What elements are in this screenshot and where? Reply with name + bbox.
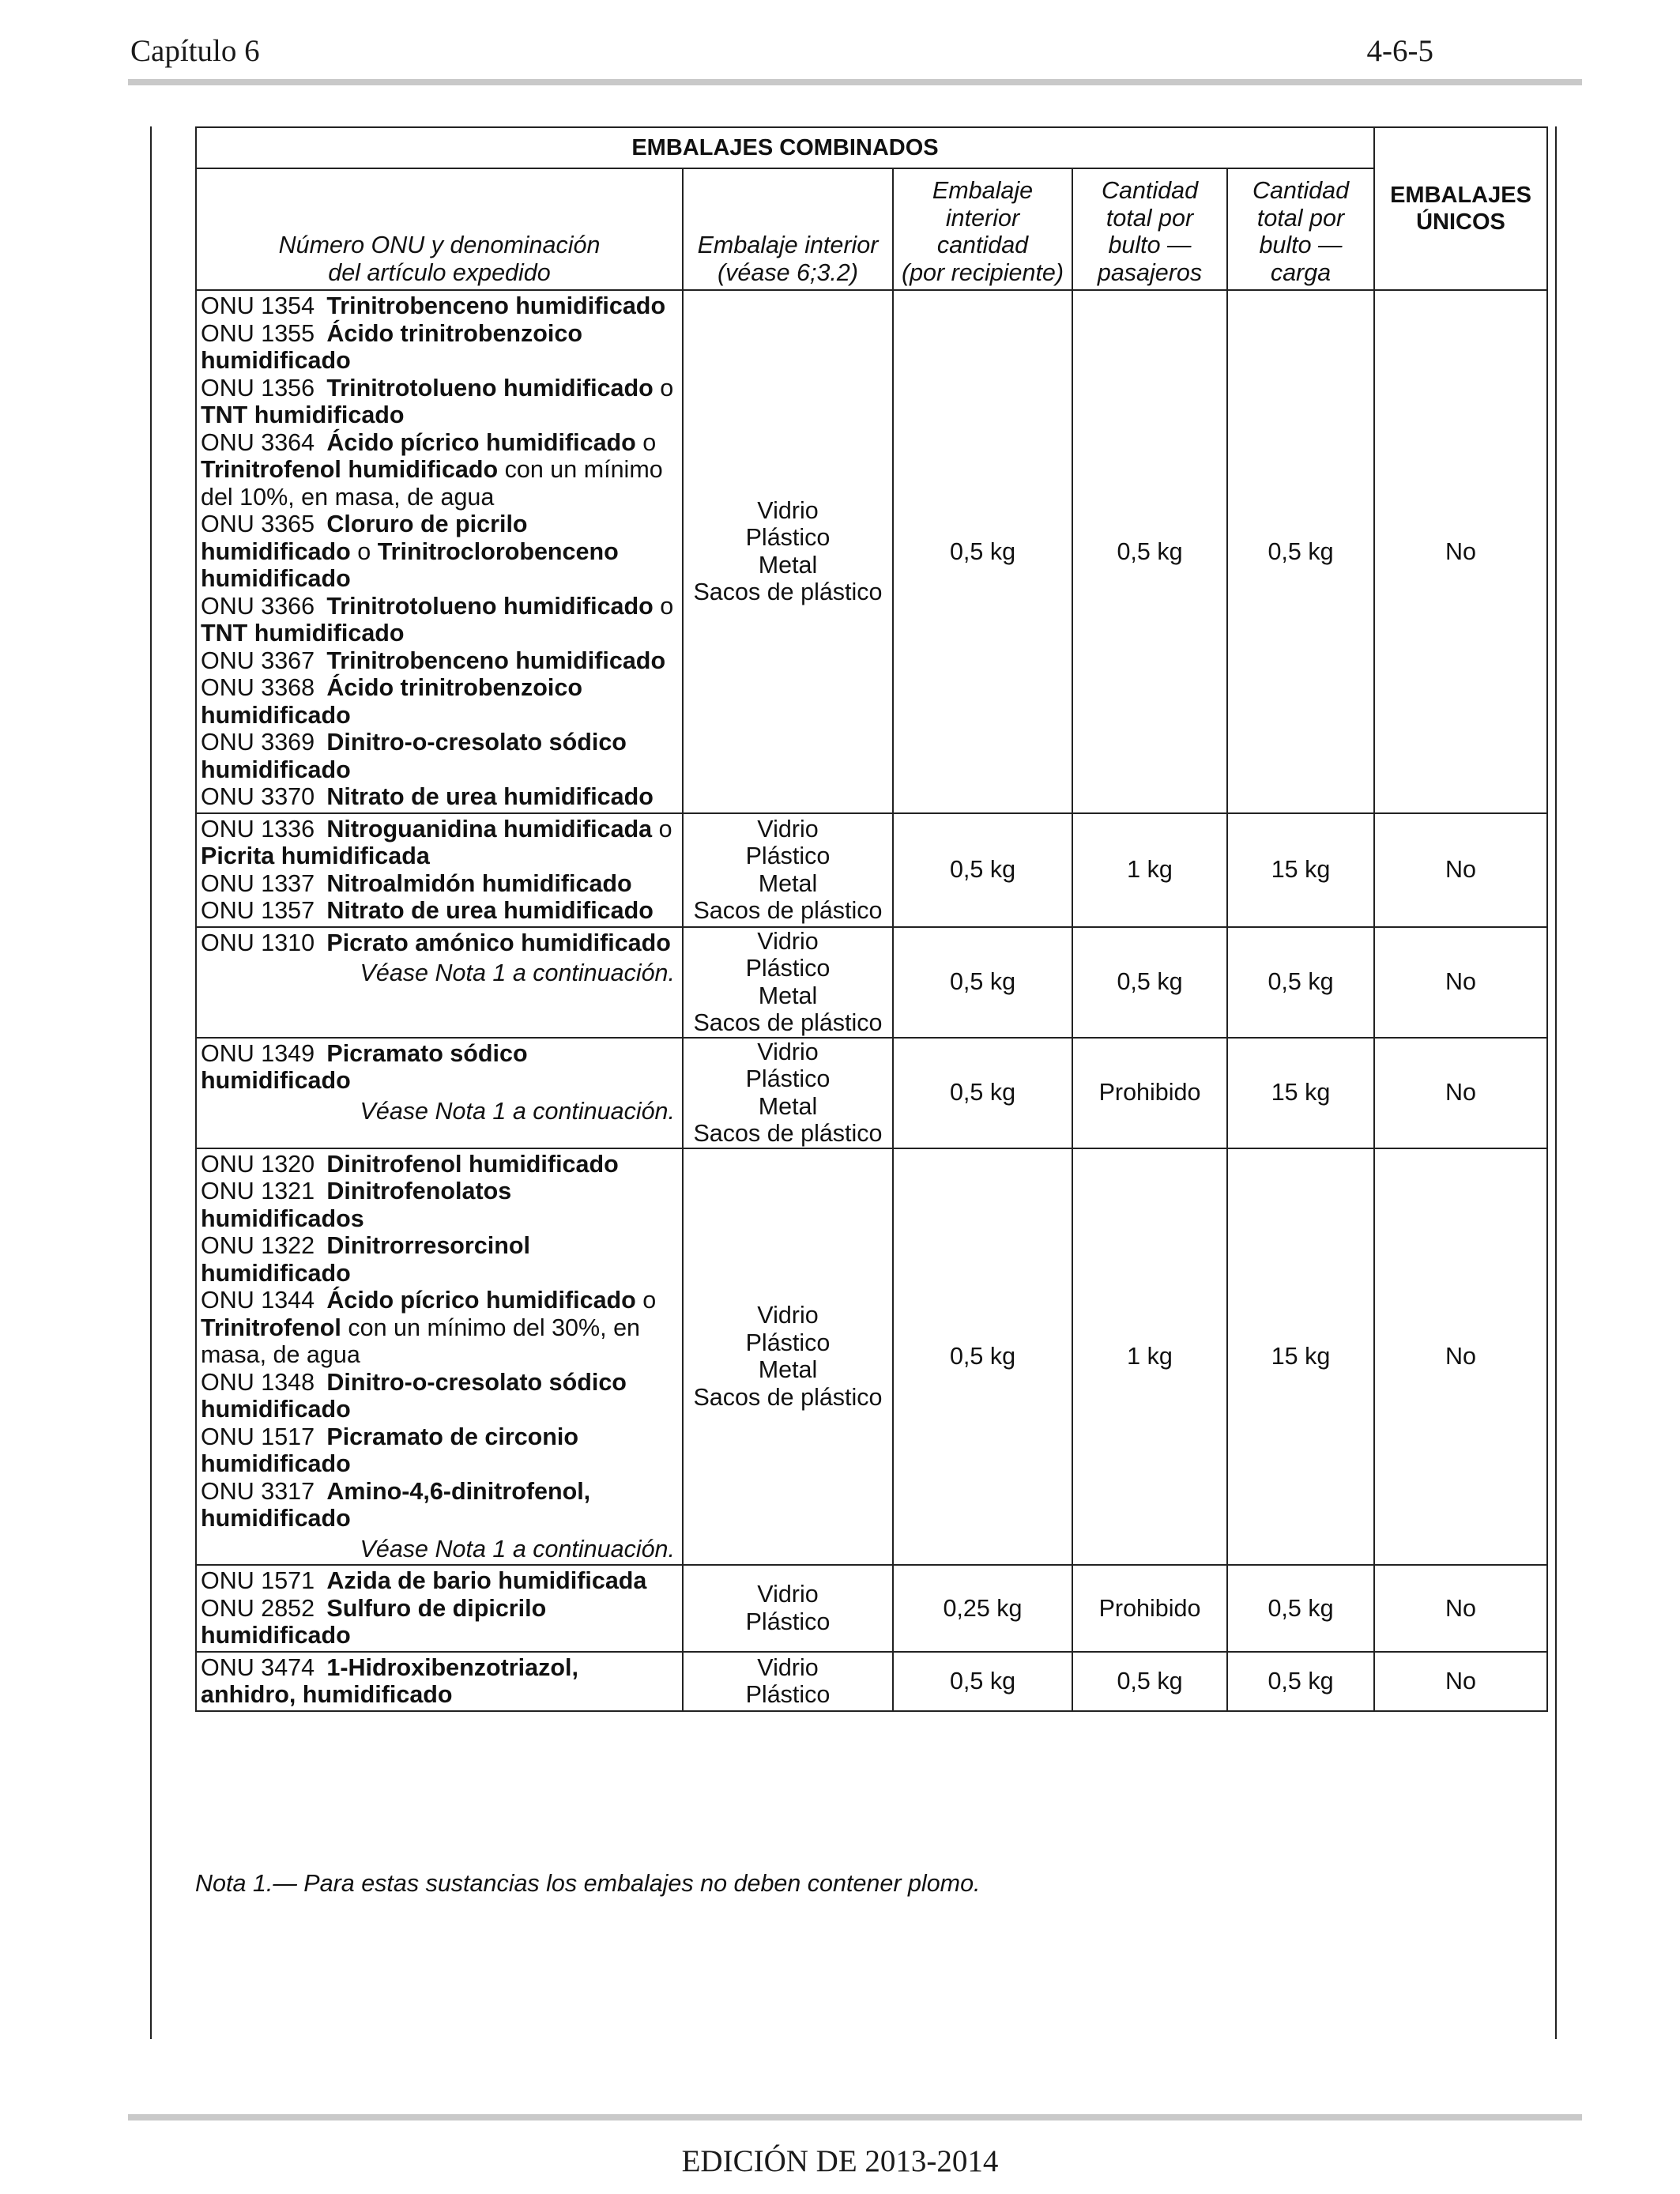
un-number: ONU 1336 [201,815,315,843]
packaging-material: Plástico [745,1065,831,1092]
packaging-material: Sacos de plástico [693,1120,883,1147]
passenger-quantity-cell: 1 kg [1072,1148,1227,1566]
substance-entry [201,929,678,957]
shipping-name: Trinitrobenceno humidificado [326,292,666,319]
shipping-name: Trinitroclorobenceno humidificado [201,537,619,592]
single-packaging-cell: No [1374,1565,1547,1652]
name-connector: o [652,815,672,843]
inner-packaging-cell [683,1652,893,1711]
shipping-name: Trinitrobenceno humidificado [326,647,666,674]
footer-rule [128,2114,1582,2120]
header-line: (véase 6;3.2) [717,258,858,286]
edition-footer: EDICIÓN DE 2013-2014 [681,2144,999,2178]
un-number: ONU 1349 [201,1039,315,1067]
packaging-material: Vidrio [757,1038,819,1065]
shipping-name: Nitroalmidón humidificado [326,869,632,897]
shipping-name: Dinitro-o-cresolato sódico humidificado [201,729,627,783]
substance-entry [201,1595,678,1649]
left-margin-line [150,126,152,2039]
substance-entry [201,897,678,925]
cargo-quantity-cell: 0,5 kg [1227,290,1374,813]
shipping-name: Picramato de circonio humidificado [201,1423,579,1477]
name-connector: o [635,1287,657,1314]
shipping-name: Trinitrofenol [201,1314,341,1341]
shipping-name: Azida de bario humidificada [326,1567,647,1594]
inner-quantity-cell: 0,5 kg [893,813,1072,927]
packaging-material: Vidrio [757,815,819,843]
note-reference: Véase Nota 1 a continuación. [360,1535,675,1563]
un-number: ONU 1310 [201,929,315,956]
substance-entry [201,429,678,511]
packaging-material: Vidrio [757,1581,819,1608]
name-connector: o [350,537,378,565]
single-packaging-cell: No [1374,813,1547,927]
inner-packaging-cell [683,290,893,813]
page-reference: 4-6-5 [1366,34,1433,68]
substance-entry [201,1178,678,1232]
packaging-material: Vidrio [757,927,819,955]
name-connector: o [653,374,674,401]
un-number: ONU 1321 [201,1178,315,1204]
table-row [196,813,1547,927]
column-header-substance [196,168,683,290]
un-number: ONU 1571 [201,1567,315,1594]
table-row [196,1565,1547,1652]
inner-quantity-cell: 0,25 kg [893,1565,1072,1652]
shipping-name: Dinitrofenol humidificado [326,1150,619,1178]
single-heading-line: EMBALAJES [1390,182,1531,208]
substance-cell [196,813,683,927]
un-number: ONU 1337 [201,869,315,897]
name-connector: o [653,592,674,620]
passenger-quantity-cell: Prohibido [1072,1565,1227,1652]
single-packaging-cell: No [1374,1038,1547,1148]
un-number: ONU 1354 [201,292,315,319]
packaging-material: Metal [758,1356,818,1384]
column-header-inner-packaging [683,168,893,290]
substance-entry [201,729,678,783]
header-line: Número ONU y denominación [278,232,601,258]
packaging-material: Plástico [745,1608,831,1635]
inner-packaging-cell [683,1148,893,1566]
substance-cell [196,1652,683,1711]
passenger-quantity-cell: 0,5 kg [1072,290,1227,813]
column-header-passenger-quantity [1072,168,1227,290]
un-number: ONU 1356 [201,374,315,401]
header-line: (por recipiente) [901,258,1064,286]
single-packagings-heading [1374,127,1547,290]
shipping-name: Sulfuro de dipicrilo humidificado [201,1594,547,1649]
substance-entry [201,1369,678,1423]
un-number: ONU 1357 [201,897,315,924]
cargo-quantity-cell: 0,5 kg [1227,927,1374,1038]
substance-entry [201,783,678,811]
header-line: Embalaje [932,177,1034,204]
single-packaging-cell: No [1374,1652,1547,1711]
un-number: ONU 1348 [201,1368,315,1396]
table-row [196,290,1547,813]
chapter-label: Capítulo 6 [130,34,260,68]
un-number: ONU 3369 [201,729,315,756]
passenger-quantity-cell: Prohibido [1072,1038,1227,1148]
substance-entry [201,1232,678,1287]
shipping-name: Nitrato de urea humidificado [326,783,654,810]
substance-cell [196,927,683,1038]
inner-packaging-cell [683,1038,893,1148]
shipping-name: 1-Hidroxibenzotriazol, anhidro, humidificado [201,1653,578,1708]
inner-quantity-cell: 0,5 kg [893,290,1072,813]
shipping-name: Amino-4,6-dinitrofenol, humidificado [201,1477,591,1532]
substance-entry [201,593,678,647]
cargo-quantity-cell: 15 kg [1227,1038,1374,1148]
header-line: interior [945,204,1020,232]
substance-entry [201,292,678,320]
note-reference: Véase Nota 1 a continuación. [360,1097,675,1125]
un-number: ONU 3368 [201,674,315,701]
header-line: carga [1270,258,1332,286]
inner-quantity-cell: 0,5 kg [893,927,1072,1038]
right-margin-line [1555,126,1557,2039]
inner-packaging-cell [683,927,893,1038]
single-heading-line: ÚNICOS [1416,209,1505,235]
header-rule [128,79,1582,85]
packaging-material: Sacos de plástico [693,1009,883,1036]
header-line: total por [1256,204,1345,232]
header-line: pasajeros [1097,258,1203,286]
header-line: total por [1106,204,1194,232]
packaging-material: Vidrio [757,1302,819,1329]
packaging-material: Plástico [745,1681,831,1708]
shipping-name: Picrita humidificada [201,843,430,869]
name-connector: con un mínimo del 10%, en masa, de agua [201,456,663,511]
un-number: ONU 3370 [201,783,315,810]
cargo-quantity-cell: 15 kg [1227,1148,1374,1566]
shipping-name: TNT humidificado [201,401,405,428]
passenger-quantity-cell: 0,5 kg [1072,1652,1227,1711]
header-line: cantidad [936,232,1029,258]
inner-quantity-cell: 0,5 kg [893,1652,1072,1711]
name-connector: o [635,428,657,456]
combined-packagings-heading: EMBALAJES COMBINADOS [196,127,1374,168]
passenger-quantity-cell: 0,5 kg [1072,927,1227,1038]
header-line: bulto — [1259,232,1343,258]
cargo-quantity-cell: 0,5 kg [1227,1652,1374,1711]
packaging-material: Metal [758,551,818,579]
shipping-name: Dinitro-o-cresolato sódico humidificado [201,1368,627,1423]
header-line: Cantidad [1252,177,1350,204]
packaging-material: Plástico [745,955,831,982]
table-row [196,1148,1547,1566]
substance-entry [201,511,678,593]
inner-packaging-cell [683,1565,893,1652]
single-packaging-cell: No [1374,1148,1547,1566]
shipping-name: Trinitrotolueno humidificado [326,374,654,401]
substance-entry [201,320,678,375]
shipping-name: Trinitrotolueno humidificado [326,592,654,620]
table-row [196,927,1547,1038]
shipping-name: Trinitrofenol humidificado [201,456,499,483]
substance-entry [201,816,678,870]
packaging-material: Vidrio [757,1653,819,1681]
shipping-name: TNT humidificado [201,620,405,647]
table-body [196,290,1547,1711]
inner-quantity-cell: 0,5 kg [893,1038,1072,1148]
table-row [196,1038,1547,1148]
packaging-material: Plástico [745,1329,831,1356]
header-line: Cantidad [1101,177,1199,204]
shipping-name: Dinitrofenolatos humidificados [201,1178,512,1232]
substance-entry [201,1423,678,1478]
shipping-name: Ácido trinitrobenzoico humidificado [201,319,582,374]
inner-quantity-cell: 0,5 kg [893,1148,1072,1566]
un-number: ONU 3367 [201,647,315,674]
shipping-name: Ácido trinitrobenzoico humidificado [201,674,582,729]
shipping-name: Nitrato de urea humidificado [326,897,654,924]
un-number: ONU 1344 [201,1287,315,1314]
single-packaging-cell: No [1374,927,1547,1038]
substance-cell [196,1148,683,1566]
substance-entry [201,1151,678,1178]
packaging-material: Plástico [745,524,831,552]
packaging-material: Sacos de plástico [693,897,883,924]
un-number: ONU 1355 [201,319,315,347]
shipping-name: Picramato sódico humidificado [201,1039,528,1094]
packaging-material: Vidrio [757,496,819,524]
shipping-name: Dinitrorresorcinol humidificado [201,1232,530,1287]
substance-cell [196,1565,683,1652]
table-row [196,1652,1547,1711]
un-number: ONU 3365 [201,511,315,537]
substance-entry [201,647,678,675]
un-number: ONU 3366 [201,592,315,620]
packaging-material: Plástico [745,843,831,869]
packaging-material: Metal [758,1092,818,1120]
substance-entry [201,1478,678,1532]
shipping-name: Ácido pícrico humidificado [326,1287,636,1314]
un-number: ONU 2852 [201,1594,315,1622]
cargo-quantity-cell: 0,5 kg [1227,1565,1374,1652]
substance-entry [201,870,678,898]
substance-cell [196,1038,683,1148]
packaging-material: Metal [758,869,818,897]
substance-cell [196,290,683,813]
column-header-cargo-quantity [1227,168,1374,290]
packaging-material: Sacos de plástico [693,1383,883,1411]
un-number: ONU 1517 [201,1423,315,1450]
header-line: Embalaje interior [697,232,879,258]
inner-packaging-cell [683,813,893,927]
name-connector: con un mínimo del 30%, en masa, de agua [201,1314,640,1368]
footnote: Nota 1.— Para estas sustancias los embalajes no deben contener plomo. [195,1870,981,1897]
column-header-inner-quantity [893,168,1072,290]
single-packaging-cell: No [1374,290,1547,813]
shipping-name: Picrato amónico humidificado [326,929,671,956]
substance-entry [201,1567,678,1595]
shipping-name: Nitroguanidina humidificada [326,815,653,843]
un-number: ONU 1320 [201,1150,315,1178]
un-number: ONU 3474 [201,1653,315,1681]
shipping-name: Cloruro de picrilo humidificado [201,511,528,565]
substance-entry [201,1287,678,1369]
packaging-material: Sacos de plástico [693,579,883,606]
substance-entry [201,375,678,429]
substance-entry [201,674,678,729]
header-line: del artículo expedido [328,258,551,286]
packing-instruction-table [195,126,1548,1712]
un-number: ONU 3317 [201,1477,315,1505]
shipping-name: Ácido pícrico humidificado [326,428,636,456]
substance-entry [201,1040,678,1095]
packaging-material: Metal [758,982,818,1009]
cargo-quantity-cell: 15 kg [1227,813,1374,927]
header-line: bulto — [1108,232,1192,258]
un-number: ONU 3364 [201,428,315,456]
passenger-quantity-cell: 1 kg [1072,813,1227,927]
un-number: ONU 1322 [201,1232,315,1259]
substance-entry [201,1654,678,1709]
note-reference: Véase Nota 1 a continuación. [360,959,675,986]
